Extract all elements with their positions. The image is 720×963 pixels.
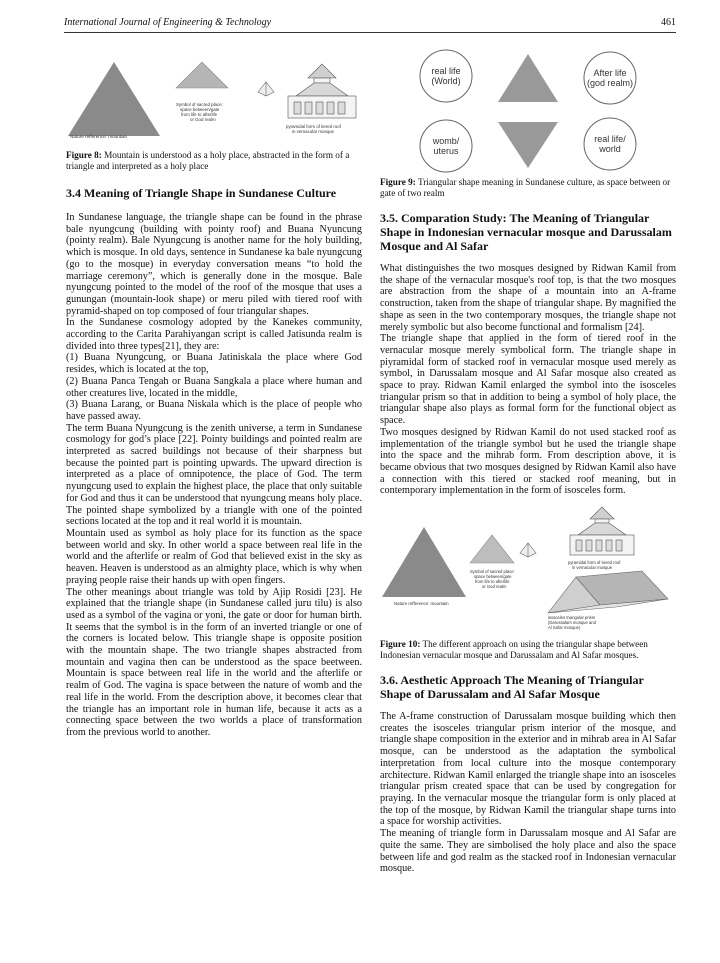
left-paragraph-1: In Sundanese language, the triangle shape can be found in the phrase bale nyungcung (building with pointy roof) and Buana Nyuncung (pointy realm). Bale Nyungcung is another name for the holy building, which is mosque. In old days, sentence in Sundanese ka bale nyungcung (go to the mosque) in everyday conversation means “to hold the marriage ceremony”, which is generally done in the mosque. Bale nyungcung pointed to the model of the roof of the mosque that uses a gunungan (mountain-look shape) or meru piled with tiered roof with pyramid-shaped on top composed of four triangular shapes. (66, 212, 362, 317)
figure-10-caption-text: The different approach on using the triangular shape between Indonesian vernacular mosque and Darussalam and Al Safar mosques. (380, 639, 648, 661)
figure-10-caption (380, 639, 676, 661)
right-paragraph-2: The triangle shape that applied in the form of tiered roof in the vernacular mosque merely symbolical form. The triangle shape in piyramidal form of stacked roof in vernacular mosque used merely as symbol, in Darussalam mosque and Al Safar mosque also created as space to pray. Ridwan Kamil enlarged the symbol into the isosceles triangular prism so that in addition to being a symbol of holy place, the triangular shape also plays as formal form for the functional object as space. (380, 333, 676, 427)
right-paragraph-3: Two mosques designed by Ridwan Kamil do not used stacked roof as implementation of the triangle symbol but he used the triangle shape into the space and the mihrab form. From description above, it is became obvious that two mosques designed by Ridwan Kamil also have a connection with this tiered or stacked roof meaning, but in contemporary implementation in the form of isosceles form. (380, 426, 676, 497)
fig10-sacred-triangle (470, 535, 514, 563)
left-paragraph-2: In the Sundanese cosmology adopted by the Kanekes community, according to the Carita Parahiyangan script is called Jatisunda realm is divided into three types[21], they are: (66, 317, 362, 352)
right-column (380, 177, 676, 875)
fig8-sacred-label-2: space between/gate (180, 107, 220, 112)
left-paragraph-6: The term Buana Nyungcung is the zenith universe, a term in Sundanese cosmology for god’s place [22]. Pointy buildings and pointed realm are interpreted as sacred buildings not because of their sharpness but because the pointed part is pointing upwards. The upward direction is interpreted as a place of omnipotence, the place of God. The term nyungcung used to explain the highest place, the place that only suitable for God and thus it can be understood that nyungcung means holy place. The pointed shape symbolized by a triangle with one of the pointed sections located at the top and it real world it is mountain. (66, 422, 362, 528)
section-3-6-title: 3.6. Aesthetic Approach The Meaning of Triangular Shape of Darussalam and Al Safar Mosque (380, 673, 644, 702)
pyramid-icon (258, 82, 274, 96)
fig10-prism-label-1: isosceles triangular prism (548, 615, 596, 621)
figure-9-caption-text: Triangular shape meaning in Sundanese culture, as space between or gate of two realm (380, 177, 671, 198)
figure-9-caption-label: Figure 9: (380, 177, 416, 187)
figure-10 (380, 505, 676, 635)
isosceles-prism-icon (548, 571, 668, 613)
page-number: 461 (661, 17, 676, 28)
figure-8-caption (66, 150, 362, 172)
section-3-5-title: 3.5. Comparation Study: The Meaning of Triangular Shape in Indonesian vernacular mosque and Darussalam Mosque and Al Safar (380, 211, 672, 253)
fig10-mountain-triangle (382, 527, 466, 597)
fig10-sacred-label-1: Symbol of sacred place: (470, 569, 515, 575)
right-paragraph-1: What distinguishes the two mosques designed by Ridwan Kamil from the shape of the vernacular mosque's roof top, is that the two mosques are abstraction from the shape of a mountain into an A-frame construction, taken from the shape of triangular shape. By magnified the shape as seen in the two contemporary mosques, the triangle shape not merely symbolic but also become functional and formalism [24]. (380, 263, 676, 333)
figure-8-caption-text: Mountain is understood as a holy place, abstracted in the form of a triangle and interpreted as a holy place (66, 150, 350, 171)
fig10-roof-label-2: in vernacular mosque (572, 565, 613, 571)
section-3-4-title: 3.4 Meaning of Triangle Shape in Sundanese Culture (66, 186, 337, 200)
right-paragraph-5: The meaning of triangle form in Darussalam mosque and Al Safar are quite the same. They are simbolised the holy place and also the space between life and god realm as the stacked roof in Indonesian vernacular mosque. (380, 828, 676, 875)
page-header (64, 14, 676, 33)
womb-label-2: uterus (433, 146, 459, 156)
fig8-sacred-label-3: from life to afterlife (181, 112, 218, 117)
fig10-sacred-label-2: space between/gate (474, 574, 512, 580)
sacred-triangle (176, 62, 228, 88)
fig10-prism-label-3: Al Safar mosque) (548, 625, 581, 631)
real-life-label-2: (World) (431, 76, 461, 86)
after-life-label-1: After life (593, 68, 627, 78)
fig10-mountain-label: Nature refference: mountain (394, 601, 449, 607)
left-paragraph-7: Mountain used as symbol as holy place for its function as the space between world and sky. In other world a space between real life in the world and the afterlife or realm of God that believed exist in the sky as heaven. Heaven is understood as an almighty place, which is why when praying people raise their hands up with open fingers. (66, 527, 362, 586)
real-life-label-1: real life (431, 66, 461, 76)
fig8-sacred-label-4: or God realm (190, 117, 216, 122)
real-life-world-label-2: world (599, 144, 621, 154)
fig8-sacred-label-1: Symbol of sacred place: (176, 102, 223, 107)
tiered-roof-mosque-icon (288, 64, 356, 118)
fig10-roof-label-1: pyramidal form of tiered roof (568, 560, 621, 566)
fig10-pyramid-icon (520, 543, 536, 557)
figure-9-caption (380, 177, 676, 199)
after-life-label-2: (god realm) (586, 78, 634, 88)
left-column (66, 150, 362, 739)
inverted-triangle (498, 122, 558, 168)
figure-10-caption-label: Figure 10: (380, 639, 421, 650)
left-paragraph-4: (2) Buana Panca Tengah or Buana Sangkala a place where human and other creatures live, located in the middle, (66, 375, 362, 399)
fig8-roof-label-1: pyramidal form of tiered roof (286, 124, 341, 129)
fig10-sacred-label-3: from life to afterlife (475, 579, 510, 585)
journal-title: International Journal of Engineering & Technology (64, 17, 272, 28)
upward-triangle (498, 54, 558, 102)
right-paragraph-4: The A-frame construction of Darussalam mosque building which then creates the isosceles triangular prism interior of the mosque, and triangle shape composition in the exterior and in mihrab area in Al Safar mosque, can be understood as the adaptation the symbolical interpretation from local culture into the mosque contemporary architecture. Ridwan Kamil enlarged the triangle shape into an isosceles triangular prism created space that can be used by congregation for praying. In the vernacular mosque the triangular form is only placed at the top of the mosque, by Ridwan Kamil the triangular shape turns into a space for worship activities. (380, 711, 676, 828)
figure-9 (418, 46, 668, 174)
fig10-sacred-label-4: or God realm (482, 584, 507, 590)
fig10-tiered-roof-mosque-icon (570, 507, 634, 555)
real-life-world-label-1: real life/ (594, 134, 626, 144)
fig8-mountain-label: Nature refference: mountain (70, 134, 128, 139)
womb-label-1: womb/ (432, 136, 460, 146)
fig10-prism-label-2: (Darussalam mosque and (548, 620, 596, 626)
left-paragraph-5: (3) Buana Larang, or Buana Niskala which is the place of people who have passed away. (66, 399, 362, 422)
fig8-roof-label-2: in vernacular mosque (292, 129, 334, 134)
mountain-triangle (68, 62, 160, 136)
left-paragraph-8: The other meanings about triangle was told by Ajip Rosidi [23]. He explained that the triangle shape (in Sundanese called juru tilu) is also used as a symbol of the vagina or yoni, the gate or door for human birth. It seems that the symbol is in the form of an inverted triangle or one of the corners is located below. This triangle shape is opposite position with the mountain shape. The two triangle shapes abstracted from mountain and vagina then can be understood as the space beetween. Mountain is space between real life in the world and the afterlife or realm of God. The vagina is space between the nature of womb and the real life in the world. From the description above, it becomes clear that the triangle has an important role in human life, because it acts as a connecting space between the two worlds a place of transformation from the previous world to another. (66, 586, 362, 738)
figure-8-caption-label: Figure 8: (66, 150, 102, 160)
figure-8 (64, 56, 364, 148)
left-paragraph-3: (1) Buana Nyungcung, or Buana Jatiniskala the place where God resides, which is located at the top, (66, 352, 362, 376)
